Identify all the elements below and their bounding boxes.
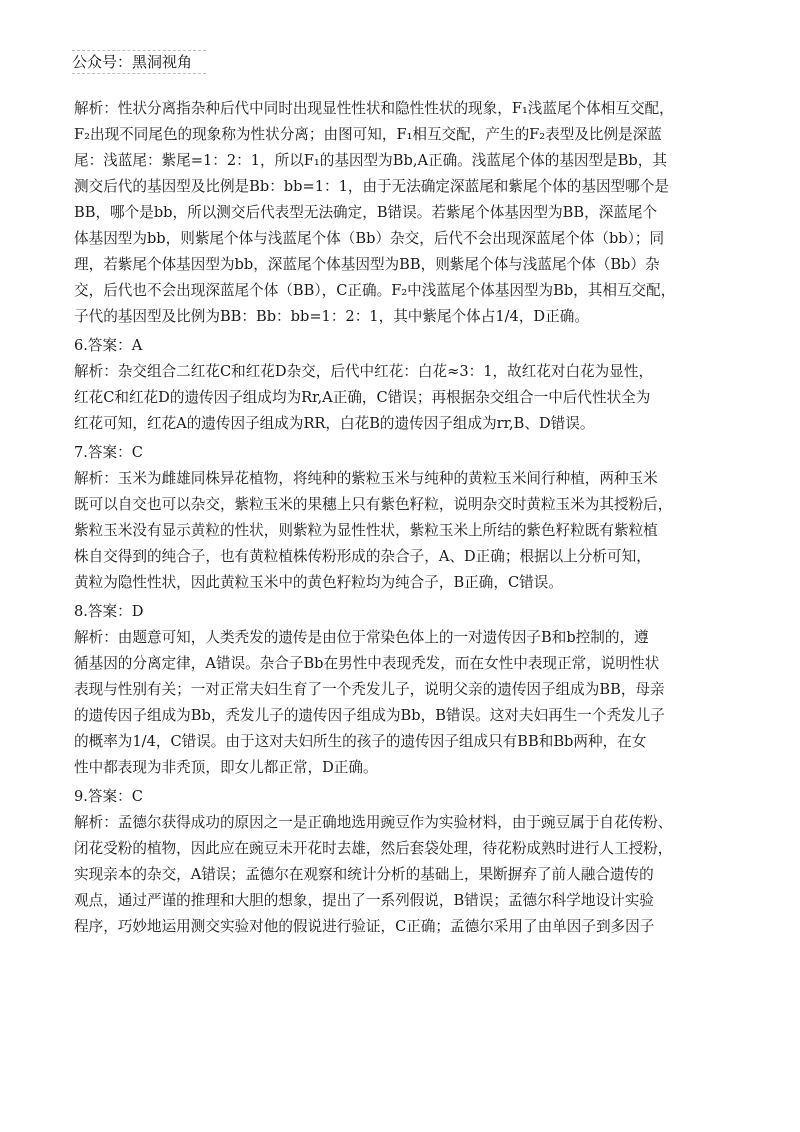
text-line: 闭花受粉的植物，因此应在豌豆未开花时去雄，然后套袋处理，待花粉成熟时进行人工授粉， bbox=[74, 840, 673, 857]
text-line: 的概率为1/4，C错误。由于这对夫妇所生的孩子的遗传因子组成只有BB和Bb两种，在女 bbox=[74, 733, 647, 750]
text-line: 解析：由题意可知，人类秃发的遗传是由位于常染色体上的一对遗传因子B和b控制的，遵 bbox=[74, 629, 649, 646]
text-line: BB，哪个是bb，所以测交后代表型无法确定，B错误。若紫尾个体基因型为BB，深蓝尾个 bbox=[74, 204, 658, 221]
answer-section-8 bbox=[74, 599, 734, 781]
text-line: 解析：杂交组合二红花C和红花D杂交，后代中红花：白花≈3：1，故红花对白花为显性， bbox=[74, 363, 654, 380]
text-line: 测交后代的基因型及比例是Bb：bb=1：1，由于无法确定深蓝尾和紫尾个体的基因型哪个是 bbox=[74, 178, 669, 195]
text-line: 交，后代也不会出现深蓝尾个体（BB），C正确。F₂中浅蓝尾个体基因型为Bb，其相互交配， bbox=[74, 282, 676, 299]
text-line: 黄粒为隐性性状，因此黄粒玉米中的黄色籽粒均为纯合子，B正确，C错误。 bbox=[74, 574, 563, 591]
text-line: 理，若紫尾个体基因型为bb，深蓝尾个体基因型为BB，则紫尾个体与浅蓝尾个体（Bb）杂 bbox=[74, 256, 660, 273]
text-line: F₂出现不同尾色的现象称为性状分离；由图可知，F₁相互交配，产生的F₂表型及比例是深蓝 bbox=[74, 126, 662, 143]
text-line: 红花可知，红花A的遗传因子组成为RR，白花B的遗传因子组成为rr,B、D错误。 bbox=[74, 415, 595, 432]
text-line: 解析：孟德尔获得成功的原因之一是正确地选用豌豆作为实验材料，由于豌豆属于自花传粉、 bbox=[74, 814, 673, 831]
analysis-section-5 bbox=[74, 96, 734, 330]
document-body bbox=[74, 96, 734, 940]
text-line: 尾：浅蓝尾：紫尾=1：2：1，所以F₁的基因型为Bb,A正确。浅蓝尾个体的基因型是Bb，其 bbox=[74, 152, 667, 169]
text-line: 解析：性状分离指杂种后代中同时出现显性性状和隐性性状的现象，F₁浅蓝尾个体相互交配， bbox=[74, 100, 674, 117]
answer-section-9 bbox=[74, 784, 734, 940]
watermark-header: 公众号：黑洞视角 bbox=[72, 50, 206, 74]
answer-heading: 8.答案：D bbox=[74, 603, 144, 620]
text-line: 既可以自交也可以杂交，紫粒玉米的果穗上只有紫色籽粒，说明杂交时黄粒玉米为其授粉后， bbox=[74, 496, 673, 513]
text-line: 观点，通过严谨的推理和大胆的想象，提出了一系列假说，B错误；孟德尔科学地设计实验 bbox=[74, 892, 654, 909]
text-line: 解析：玉米为雌雄同株异花植物，将纯种的紫粒玉米与纯种的黄粒玉米间行种植，两种玉米 bbox=[74, 470, 658, 487]
answer-section-6 bbox=[74, 333, 734, 437]
text-line: 紫粒玉米没有显示黄粒的性状，则紫粒为显性性状，紫粒玉米上所结的紫色籽粒既有紫粒植 bbox=[74, 522, 658, 539]
text-line: 子代的基因型及比例为BB：Bb：bb=1：2：1，其中紫尾个体占1/4，D正确。 bbox=[74, 308, 589, 325]
answer-heading: 9.答案：C bbox=[74, 788, 143, 805]
text-line: 体基因型为bb，则紫尾个体与浅蓝尾个体（Bb）杂交，后代不会出现深蓝尾个体（bb）；同 bbox=[74, 230, 665, 247]
answer-heading: 7.答案：C bbox=[74, 444, 143, 461]
text-line: 红花C和红花D的遗传因子组成均为Rr,A正确，C错误；再根据杂交组合一中后代性状全为 bbox=[74, 389, 651, 406]
text-line: 循基因的分离定律，A错误。杂合子Bb在男性中表现秃发，而在女性中表现正常，说明性状 bbox=[74, 655, 660, 672]
text-line: 表现与性别有关；一对正常夫妇生育了一个秃发儿子，说明父亲的遗传因子组成为BB，母亲 bbox=[74, 681, 665, 698]
text-line: 性中都表现为非秃顶，即女儿都正常，D正确。 bbox=[74, 759, 378, 776]
text-line: 程序，巧妙地运用测交实验对他的假说进行验证，C正确；孟德尔采用了由单因子到多因子 bbox=[74, 918, 655, 935]
answer-section-7 bbox=[74, 440, 734, 596]
text-line: 株自交得到的纯合子，也有黄粒植株传粉形成的杂合子，A、D正确；根据以上分析可知， bbox=[74, 548, 651, 565]
text-line: 的遗传因子组成为Bb，秃发儿子的遗传因子组成为Bb，B错误。这对夫妇再生一个秃发儿子 bbox=[74, 707, 665, 724]
text-line: 实现亲本的杂交，A错误；孟德尔在观察和统计分析的基础上，果断摒弃了前人融合遗传的 bbox=[74, 866, 654, 883]
answer-heading: 6.答案：A bbox=[74, 337, 143, 354]
